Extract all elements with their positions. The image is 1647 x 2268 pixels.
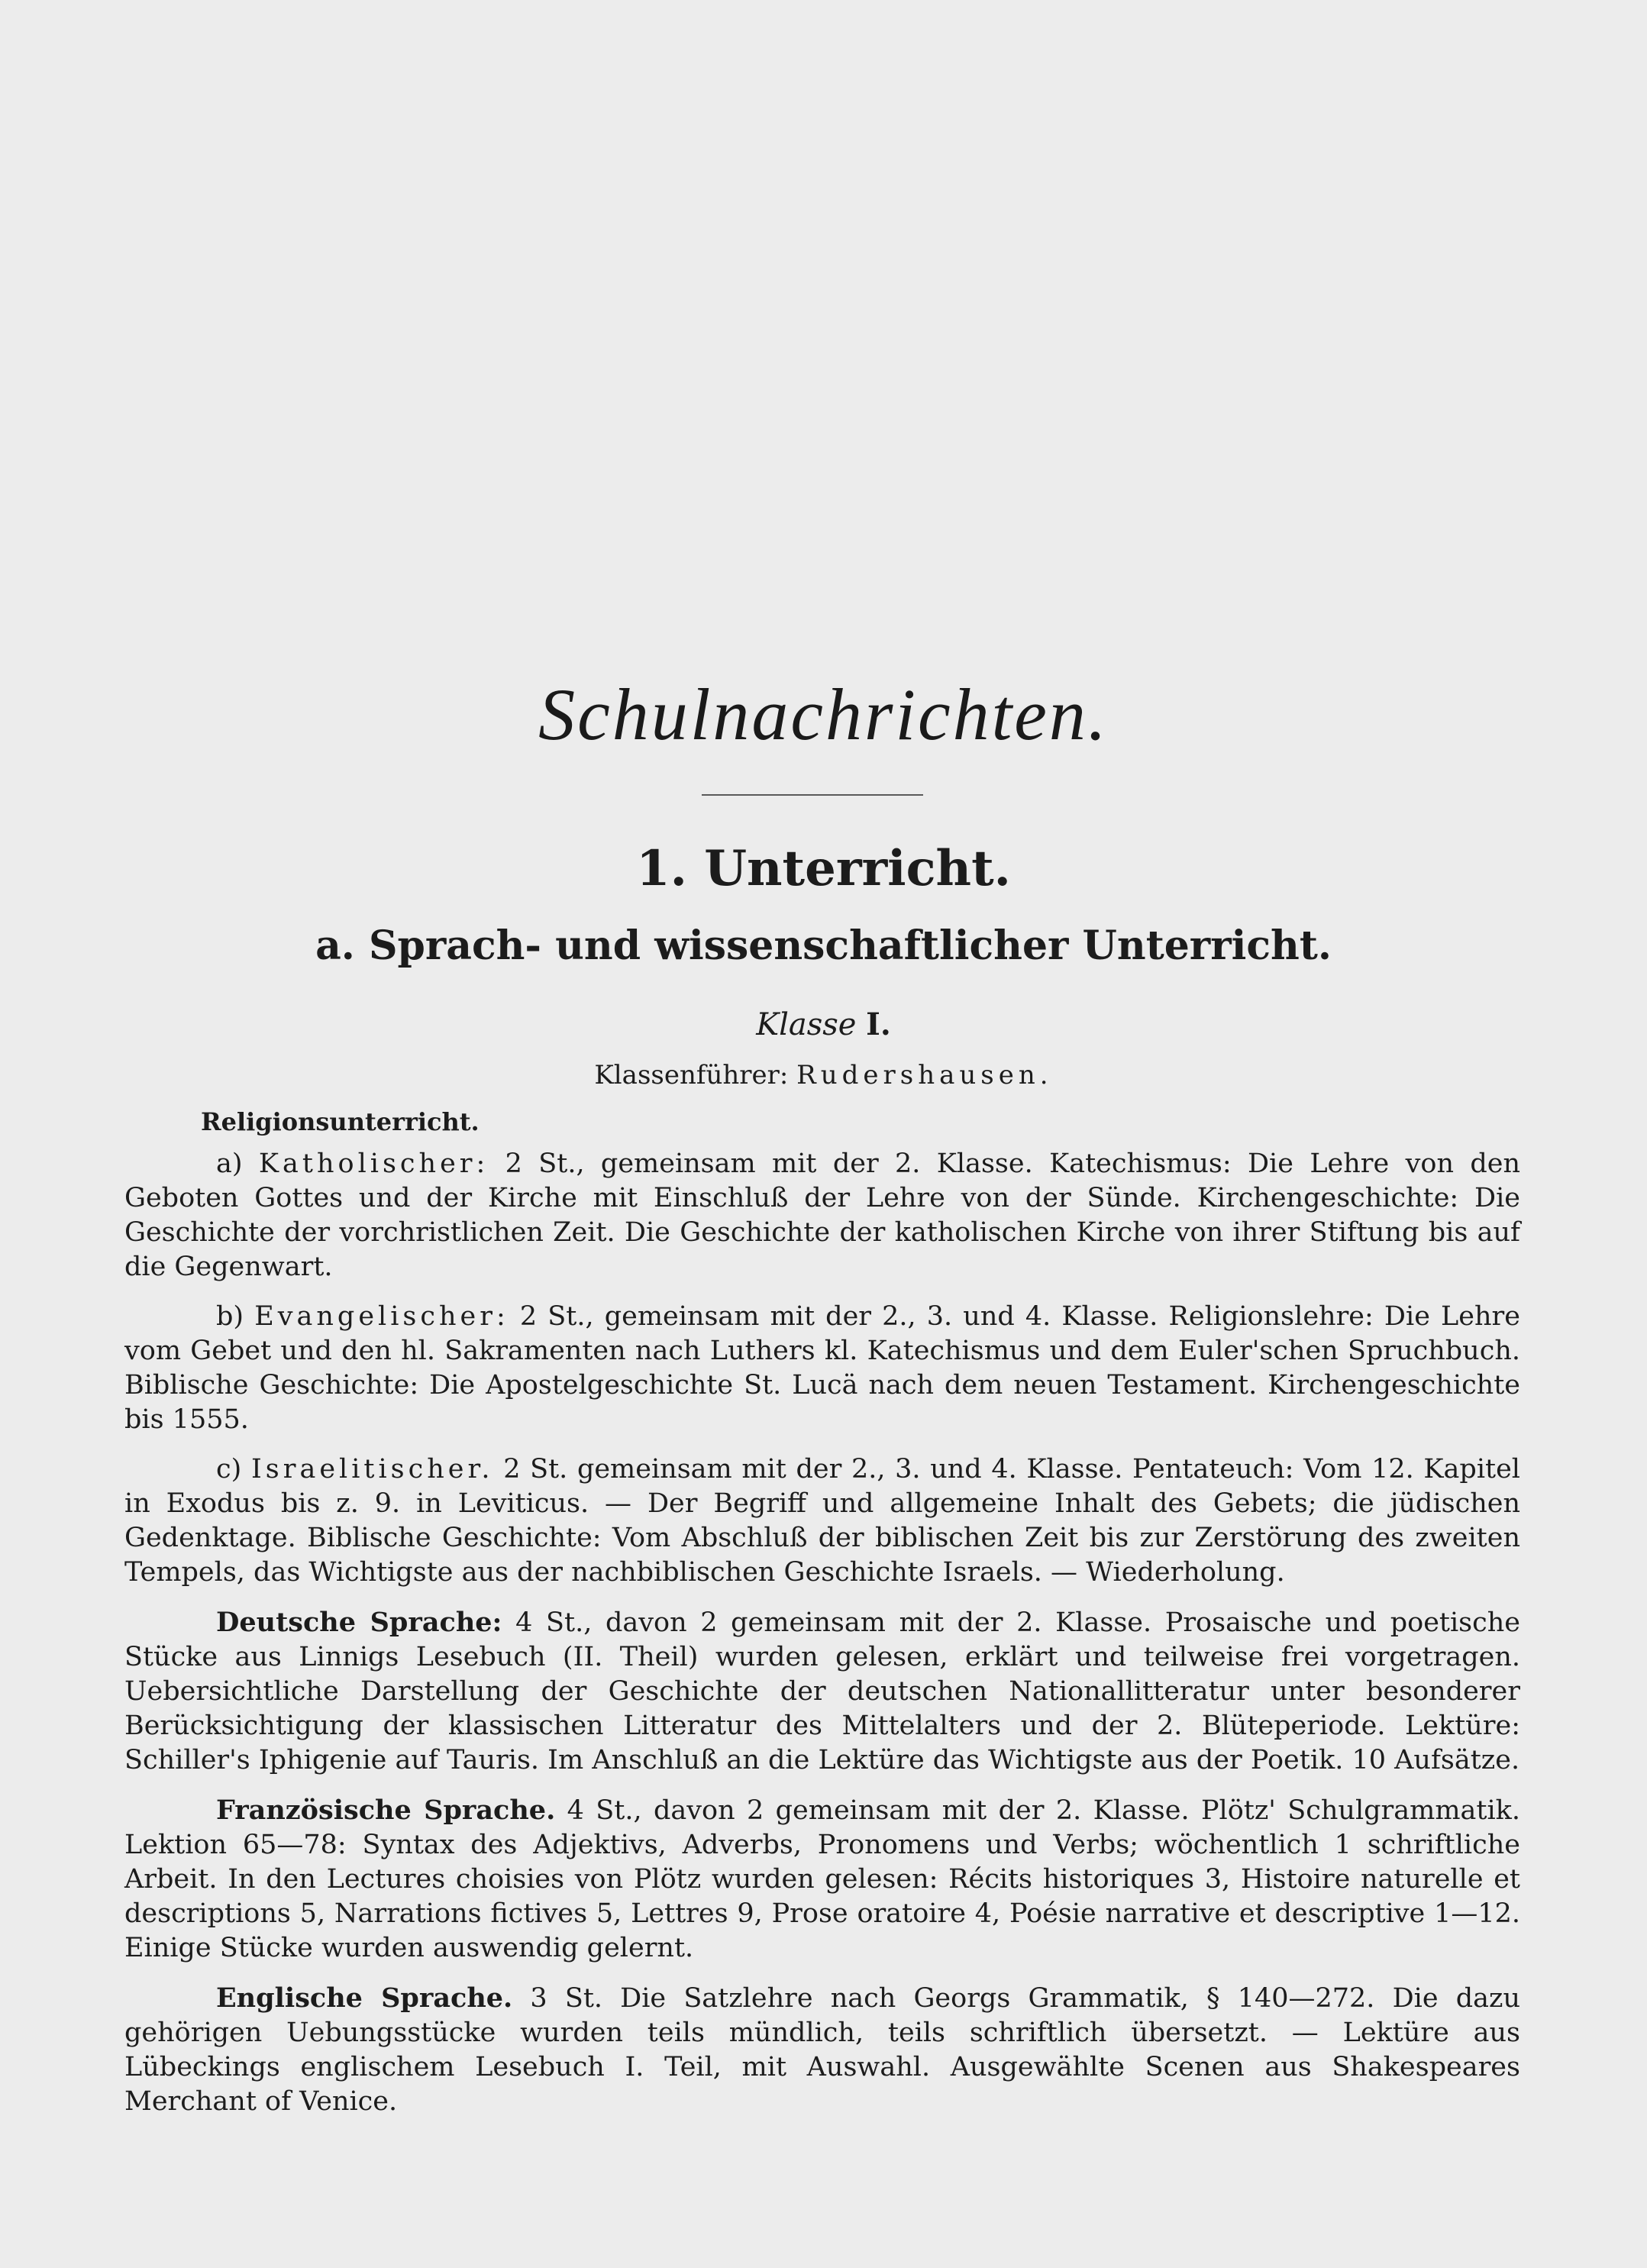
class-label: Klasse <box>756 1007 857 1042</box>
french-label: Französische Sprache. <box>216 1795 556 1826</box>
protestant-prefix: b) <box>216 1301 244 1332</box>
french-text: 4 St., davon 2 gemeinsam mit der 2. Klasse. Plötz' Schulgrammatik. Lektion 65—78: Syntax des Adjektivs, Adverbs, Pronomens und Verbs; wöchentlich 1 schriftliche Arbeit. In den Lectures choisies von Plötz wurden gelesen: Récits historiques 3, Histoire naturelle et descriptions 5, Narrations fictives 5, Lettres 9, Prose oratoire 4, Poésie narrative et descriptive 1—12. Einige Stücke wurden auswendig gelernt. <box>124 1795 1520 1963</box>
paragraph-catholic <box>124 1147 1520 1284</box>
english-text: 3 St. Die Satzlehre nach Georgs Grammatik, § 140—272. Die dazu gehörigen Uebungsstücke wurden teils mündlich, teils schriftlich übersetzt. — Lektüre aus Lübeckings englischem Lesebuch I. Teil, mit Auswahl. Ausgewählte Scenen aus Shakespeares Merchant of Venice. <box>124 1983 1520 2117</box>
section-title: 1. Unterricht. <box>636 840 1011 897</box>
german-text: 4 St., davon 2 gemeinsam mit der 2. Klasse. Prosaische und poetische Stücke aus Linnigs Lesebuch (II. Theil) wurden gelesen, erklärt und teilweise frei vorgetragen. Uebersichtliche Darstellung der Geschichte der deutschen Nationallitteratur unter besonderer Berücksichtigung der klassischen Litteratur des Mittelalters und der 2. Blüteperiode. Lektüre: Schiller's Iphigenie auf Tauris. Im Anschluß an die Lektüre das Wichtigste aus der Poetik. 10 Aufsätze. <box>124 1607 1520 1775</box>
paragraph-german <box>124 1605 1520 1778</box>
class-leader-name: Rudershausen. <box>796 1060 1053 1090</box>
class-leader-label: Klassenführer: <box>594 1060 789 1090</box>
class-title <box>0 1006 1647 1042</box>
german-label: Deutsche Sprache: <box>216 1607 502 1638</box>
paragraph-french <box>124 1793 1520 1966</box>
catholic-label: Katholischer: <box>258 1149 489 1179</box>
paragraph-protestant <box>124 1300 1520 1437</box>
religion-heading: Religionsunterricht. <box>201 1107 480 1136</box>
body-text <box>124 1147 1520 2134</box>
class-number: I. <box>866 1006 891 1042</box>
protestant-text: 2 St., gemeinsam mit der 2., 3. und 4. Klasse. Religionslehre: Die Lehre vom Gebet und den hl. Sakramenten nach Luthers kl. Katechismus und dem Euler'schen Spruchbuch. Biblische Geschichte: Die Apostelgeschichte St. Lucä nach dem neuen Testament. Kirchengeschichte bis 1555. <box>124 1301 1520 1435</box>
jewish-prefix: c) <box>216 1454 242 1485</box>
jewish-label: Israelitischer. <box>250 1454 494 1485</box>
class-leader <box>0 1060 1647 1090</box>
title-divider <box>702 794 923 796</box>
protestant-label: Evangelischer: <box>254 1301 509 1332</box>
english-label: Englische Sprache. <box>216 1982 513 2014</box>
paragraph-jewish <box>124 1452 1520 1590</box>
jewish-text: 2 St. gemeinsam mit der 2., 3. und 4. Klasse. Pentateuch: Vom 12. Kapitel in Exodus bis z. 9. in Leviticus. — Der Begriff und allgemeine Inhalt des Gebets; die jüdischen Gedenktage. Biblische Geschichte: Vom Abschluß der biblischen Zeit bis zur Zerstörung des zweiten Tempels, das Wichtigste aus der nachbiblischen Geschichte Israels. — Wiederholung. <box>124 1454 1520 1588</box>
paragraph-english <box>124 1981 1520 2119</box>
main-title: Schulnachrichten. <box>538 674 1109 755</box>
subsection-title: a. Sprach- und wissenschaftlicher Unterricht. <box>315 922 1332 969</box>
catholic-prefix: a) <box>216 1149 243 1179</box>
catholic-text: 2 St., gemeinsam mit der 2. Klasse. Katechismus: Die Lehre von den Geboten Gottes und der Kirche mit Einschluß der Lehre von der Sünde. Kirchengeschichte: Die Geschichte der vorchristlichen Zeit. Die Geschichte der katholischen Kirche von ihrer Stiftung bis auf die Gegenwart. <box>124 1149 1520 1282</box>
